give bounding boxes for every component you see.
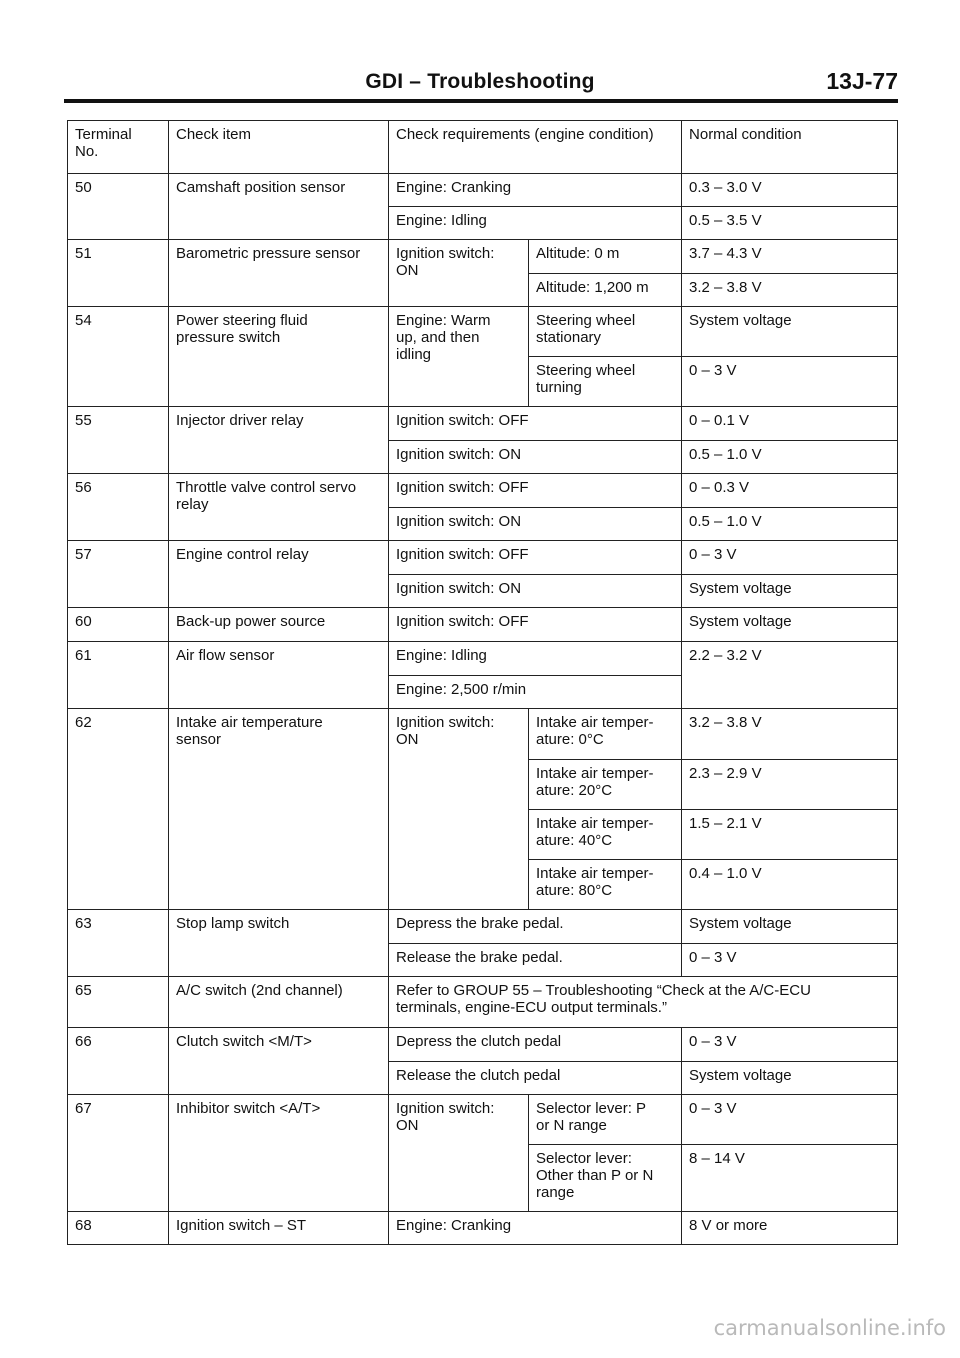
cell-normal-condition: 0.5 – 1.0 V xyxy=(682,508,898,541)
cell-check-condition: Intake air temper- ature: 0°C xyxy=(529,709,682,760)
table-row xyxy=(68,910,898,944)
cell-terminal: 61 xyxy=(68,642,169,709)
cell-terminal: 50 xyxy=(68,174,169,240)
cell-check-requirement: Ignition switch: ON xyxy=(389,1095,529,1212)
cell-check-requirement: Ignition switch: OFF xyxy=(389,608,682,642)
cell-normal-condition: 0 – 3 V xyxy=(682,357,898,407)
cell-check-condition: Altitude: 1,200 m xyxy=(529,274,682,307)
cell-check-item: Ignition switch – ST xyxy=(169,1212,389,1245)
page-number: 13J-77 xyxy=(826,68,898,94)
cell-check-item: Air flow sensor xyxy=(169,642,389,709)
cell-terminal: 56 xyxy=(68,474,169,541)
cell-normal-condition: 2.3 – 2.9 V xyxy=(682,760,898,810)
table-row xyxy=(68,709,898,760)
cell-check-item: Engine control relay xyxy=(169,541,389,608)
header-terminal: Terminal No. xyxy=(68,121,169,174)
table-row xyxy=(68,977,898,1028)
cell-normal-condition: 3.7 – 4.3 V xyxy=(682,240,898,274)
cell-normal-condition: 0 – 3 V xyxy=(682,1028,898,1062)
cell-check-item: Injector driver relay xyxy=(169,407,389,474)
cell-check-requirement: Release the clutch pedal xyxy=(389,1062,682,1095)
header-check-requirements: Check requirements (engine condition) xyxy=(389,121,682,174)
header-normal-condition: Normal condition xyxy=(682,121,898,174)
cell-normal-condition: 2.2 – 3.2 V xyxy=(682,642,898,709)
cell-check-requirement: Depress the brake pedal. xyxy=(389,910,682,944)
table-row xyxy=(68,1212,898,1245)
cell-normal-condition: 3.2 – 3.8 V xyxy=(682,274,898,307)
cell-check-requirement: Ignition switch: ON xyxy=(389,508,682,541)
table-row xyxy=(68,407,898,441)
cell-terminal: 54 xyxy=(68,307,169,407)
cell-normal-condition: System voltage xyxy=(682,307,898,357)
cell-check-item: Camshaft position sensor xyxy=(169,174,389,240)
cell-terminal: 68 xyxy=(68,1212,169,1245)
cell-normal-condition: System voltage xyxy=(682,575,898,608)
table-row xyxy=(68,474,898,508)
cell-normal-condition: System voltage xyxy=(682,1062,898,1095)
cell-normal-condition: 0.3 – 3.0 V xyxy=(682,174,898,207)
table-header-row xyxy=(68,121,898,174)
table-body xyxy=(68,121,898,1245)
cell-check-item: Clutch switch <M/T> xyxy=(169,1028,389,1095)
cell-check-requirement: Ignition switch: ON xyxy=(389,240,529,307)
cell-terminal: 62 xyxy=(68,709,169,910)
cell-check-item: Power steering fluid pressure switch xyxy=(169,307,389,407)
cell-check-condition: Intake air temper- ature: 40°C xyxy=(529,810,682,860)
cell-normal-condition: System voltage xyxy=(682,608,898,642)
table-row xyxy=(68,307,898,357)
cell-check-requirement: Refer to GROUP 55 – Troubleshooting “Check at the A/C-ECU terminals, engine-ECU output terminals.” xyxy=(389,977,898,1028)
terminal-check-table xyxy=(67,120,898,1245)
cell-check-item: Throttle valve control servo relay xyxy=(169,474,389,541)
cell-terminal: 67 xyxy=(68,1095,169,1212)
cell-check-item: Intake air temperature sensor xyxy=(169,709,389,910)
cell-terminal: 66 xyxy=(68,1028,169,1095)
cell-check-requirement: Engine: Idling xyxy=(389,207,682,240)
table-row xyxy=(68,541,898,575)
cell-check-condition: Steering wheel stationary xyxy=(529,307,682,357)
cell-check-requirement: Engine: Idling xyxy=(389,642,682,676)
page-title: GDI – Troubleshooting xyxy=(365,70,595,93)
cell-check-requirement: Ignition switch: ON xyxy=(389,709,529,910)
cell-check-item: Inhibitor switch <A/T> xyxy=(169,1095,389,1212)
cell-normal-condition: 0 – 3 V xyxy=(682,1095,898,1145)
cell-normal-condition: 8 V or more xyxy=(682,1212,898,1245)
cell-check-requirement: Depress the clutch pedal xyxy=(389,1028,682,1062)
table-row xyxy=(68,174,898,207)
cell-normal-condition: 1.5 – 2.1 V xyxy=(682,810,898,860)
cell-check-requirement: Ignition switch: ON xyxy=(389,441,682,474)
table-row xyxy=(68,240,898,274)
cell-terminal: 55 xyxy=(68,407,169,474)
cell-check-requirement: Ignition switch: OFF xyxy=(389,541,682,575)
table-row xyxy=(68,1095,898,1145)
cell-check-condition: Selector lever: Other than P or N range xyxy=(529,1145,682,1212)
cell-check-requirement: Engine: Cranking xyxy=(389,174,682,207)
cell-check-condition: Selector lever: P or N range xyxy=(529,1095,682,1145)
cell-check-item: Stop lamp switch xyxy=(169,910,389,977)
cell-check-requirement: Engine: 2,500 r/min xyxy=(389,676,682,709)
cell-check-condition: Intake air temper- ature: 80°C xyxy=(529,860,682,910)
cell-terminal: 60 xyxy=(68,608,169,642)
cell-normal-condition: 0.4 – 1.0 V xyxy=(682,860,898,910)
cell-terminal: 57 xyxy=(68,541,169,608)
cell-normal-condition: 0.5 – 1.0 V xyxy=(682,441,898,474)
cell-terminal: 63 xyxy=(68,910,169,977)
cell-terminal: 65 xyxy=(68,977,169,1028)
cell-check-requirement: Ignition switch: ON xyxy=(389,575,682,608)
cell-normal-condition: 0 – 3 V xyxy=(682,944,898,977)
cell-check-condition: Steering wheel turning xyxy=(529,357,682,407)
cell-normal-condition: 0 – 3 V xyxy=(682,541,898,575)
cell-check-condition: Altitude: 0 m xyxy=(529,240,682,274)
cell-check-requirement: Ignition switch: OFF xyxy=(389,407,682,441)
cell-normal-condition: System voltage xyxy=(682,910,898,944)
table-row xyxy=(68,608,898,642)
watermark: carmanualsonline.info xyxy=(713,1316,946,1340)
cell-normal-condition: 0 – 0.1 V xyxy=(682,407,898,441)
table-row xyxy=(68,642,898,676)
cell-check-requirement: Engine: Warm up, and then idling xyxy=(389,307,529,407)
cell-check-requirement: Release the brake pedal. xyxy=(389,944,682,977)
cell-normal-condition: 8 – 14 V xyxy=(682,1145,898,1212)
cell-terminal: 51 xyxy=(68,240,169,307)
cell-check-item: Back-up power source xyxy=(169,608,389,642)
cell-normal-condition: 0.5 – 3.5 V xyxy=(682,207,898,240)
header-rule xyxy=(64,99,898,103)
cell-check-item: Barometric pressure sensor xyxy=(169,240,389,307)
cell-check-item: A/C switch (2nd channel) xyxy=(169,977,389,1028)
cell-check-condition: Intake air temper- ature: 20°C xyxy=(529,760,682,810)
header-check-item: Check item xyxy=(169,121,389,174)
cell-normal-condition: 0 – 0.3 V xyxy=(682,474,898,508)
cell-check-requirement: Ignition switch: OFF xyxy=(389,474,682,508)
cell-check-requirement: Engine: Cranking xyxy=(389,1212,682,1245)
table-row xyxy=(68,1028,898,1062)
cell-normal-condition: 3.2 – 3.8 V xyxy=(682,709,898,760)
